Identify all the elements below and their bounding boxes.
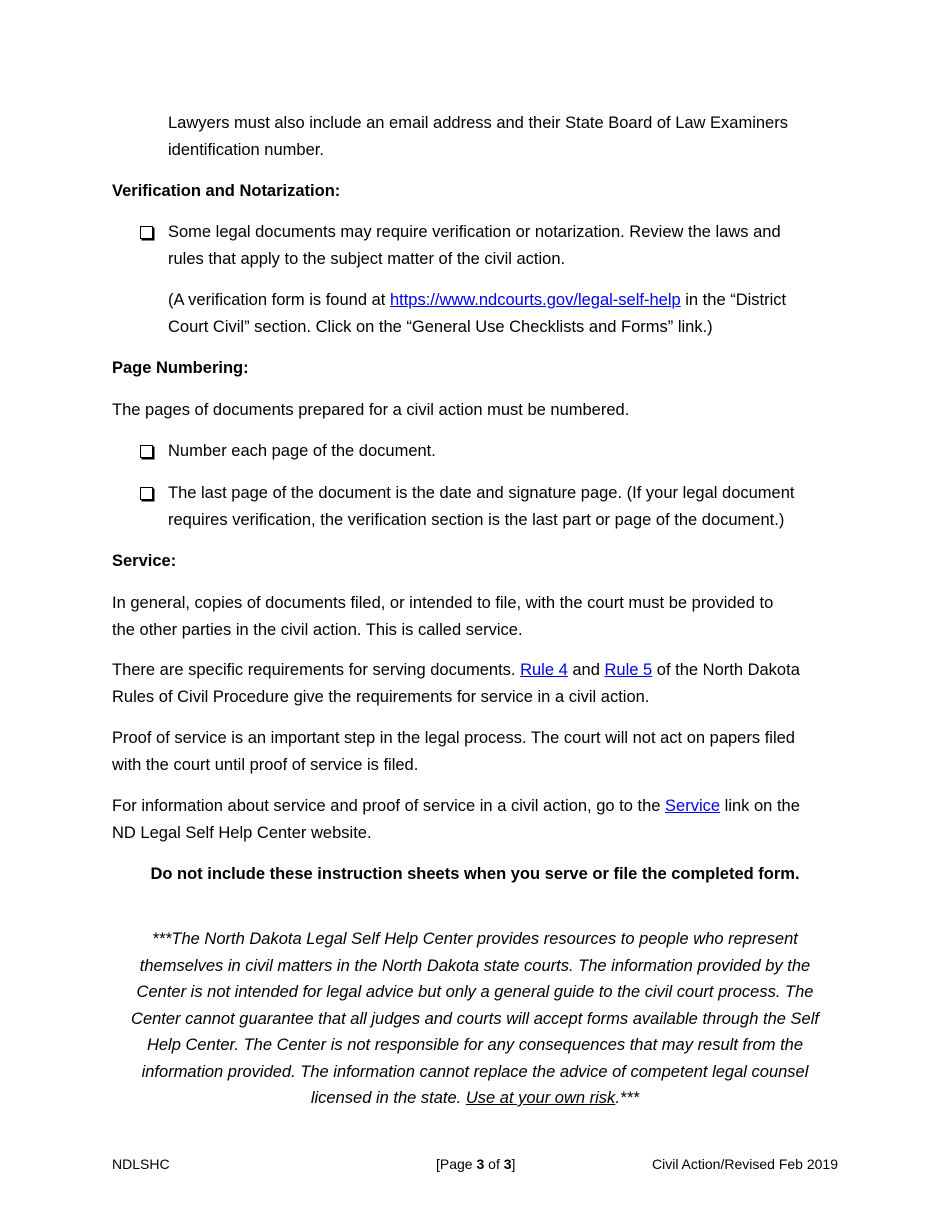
service-p2-line-2: Rules of Civil Procedure give the requirements for service in a civil action. — [112, 687, 650, 706]
disclaimer-line-4: Center cannot guarantee that all judges and courts will accept forms available through the Self — [131, 1009, 819, 1028]
rule-4-link[interactable]: Rule 4 — [520, 661, 568, 679]
footer-page-of: of — [484, 1156, 504, 1172]
verification-note-prefix: (A verification form is found at — [168, 291, 390, 309]
checkbox-icon — [140, 445, 153, 458]
intro-paragraph — [168, 110, 848, 163]
page-numbering-item-2-line-1: The last page of the document is the date and signature page. (If your legal document — [168, 484, 795, 502]
service-p2-prefix: There are specific requirements for serving documents. — [112, 661, 521, 679]
service-p3-line-1: Proof of service is an important step in the legal process. The court will not act on papers filed — [112, 729, 795, 747]
verification-note-suffix: in the “District — [680, 291, 787, 309]
service-paragraph-3 — [112, 725, 848, 778]
page-numbering-item-2 — [168, 480, 848, 533]
service-p4-line-2: ND Legal Self Help Center website. — [112, 823, 372, 842]
instruction-notice: Do not include these instruction sheets when you serve or file the completed form. — [150, 865, 800, 883]
page-numbering-item-1: Number each page of the document. — [168, 442, 436, 460]
service-p1-line-1: In general, copies of documents filed, or intended to file, with the court must be provided to — [112, 594, 774, 612]
footer-page-open: [Page — [436, 1156, 477, 1172]
disclaimer-line-5: Help Center. The Center is not responsible for any consequences that may result from the — [146, 1036, 804, 1054]
service-p3-line-2: with the court until proof of service is filed. — [112, 755, 419, 774]
service-p4-suffix: link on the — [720, 797, 800, 815]
disclaimer-line-3: Center is not intended for legal advice but only a general guide to the civil court process. The — [136, 983, 814, 1001]
verification-heading: Verification and Notarization: — [112, 182, 341, 200]
footer-right: Civil Action/Revised Feb 2019 — [652, 1156, 838, 1172]
footer-page-current: 3 — [476, 1156, 485, 1172]
service-p2-and: and — [567, 661, 605, 679]
intro-line-1: Lawyers must also include an email address and their State Board of Law Examiners — [168, 114, 788, 132]
disclaimer-line-2: themselves in civil matters in the North Dakota state courts. The information provided by the — [139, 956, 811, 975]
footer-page-total: 3 — [503, 1156, 512, 1172]
service-paragraph-1 — [112, 590, 848, 643]
verification-note-line-2: Court Civil” section. Click on the “General Use Checklists and Forms” link.) — [168, 317, 713, 336]
disclaimer-risk-note: Use at your own risk — [465, 1089, 616, 1107]
footer-page-number — [436, 1154, 515, 1174]
disclaimer-line-7-suffix: .*** — [615, 1089, 640, 1107]
intro-line-2: identification number. — [168, 140, 324, 159]
page-numbering-heading: Page Numbering: — [112, 359, 249, 377]
disclaimer-line-7-prefix: licensed in the state. — [310, 1089, 466, 1107]
checkbox-icon — [140, 226, 153, 239]
rule-5-link[interactable]: Rule 5 — [604, 661, 653, 679]
verification-item-line-2: rules that apply to the subject matter of the civil action. — [168, 249, 566, 268]
verification-item — [168, 219, 848, 272]
footer-page-close: ] — [511, 1156, 516, 1172]
footer-left: NDLSHC — [112, 1156, 170, 1172]
service-paragraph-4 — [112, 793, 848, 846]
disclaimer-line-6: information provided. The information cannot replace the advice of competent legal counsel — [141, 1062, 809, 1081]
disclaimer-line-1: ***The North Dakota Legal Self Help Center provides resources to people who represent — [152, 930, 798, 948]
service-paragraph-2 — [112, 657, 848, 710]
service-heading: Service: — [112, 552, 177, 570]
checkbox-icon — [140, 487, 153, 500]
page-numbering-text: The pages of documents prepared for a civil action must be numbered. — [112, 401, 630, 419]
service-link[interactable]: Service — [665, 797, 721, 815]
page-numbering-item-2-line-2: requires verification, the verification section is the last part or page of the document.) — [168, 510, 785, 529]
verification-note — [168, 287, 848, 340]
disclaimer — [112, 926, 838, 1112]
service-p4-prefix: For information about service and proof of service in a civil action, go to the — [112, 797, 666, 815]
legal-self-help-link[interactable]: https://www.ndcourts.gov/legal-self-help — [389, 291, 681, 309]
service-p1-line-2: the other parties in the civil action. This is called service. — [112, 620, 523, 639]
verification-item-line-1: Some legal documents may require verification or notarization. Review the laws and — [168, 223, 781, 241]
service-p2-suffix: of the North Dakota — [652, 661, 800, 679]
